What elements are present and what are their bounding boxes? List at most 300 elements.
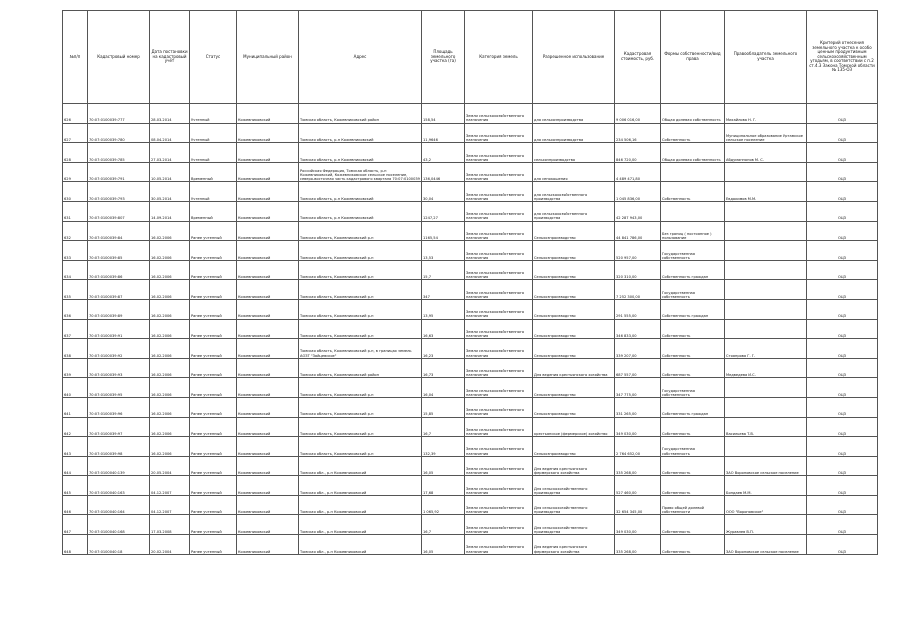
table-cell: Томская обл., р-н Кожевниковский bbox=[299, 476, 422, 496]
table-cell: Томская область, Кожевниковский р-н, в границах земель АОЗТ "Зайцевское" bbox=[299, 339, 422, 359]
table-cell: Собственность bbox=[661, 417, 725, 437]
table-cell: Томская область, Кожевниковский р-н bbox=[299, 280, 422, 300]
table-cell: Томская область, Кожевниковский р-н bbox=[299, 299, 422, 319]
table-cell: 633 bbox=[63, 241, 88, 261]
table-cell: 339 207,00 bbox=[615, 339, 661, 359]
table-cell: Учтенный bbox=[190, 104, 237, 124]
table-cell: для сельскохозяйственного производства bbox=[533, 201, 615, 221]
table-cell: 16,7 bbox=[422, 515, 465, 535]
table-cell: ЗАО Вороновское сельское поселение bbox=[725, 456, 807, 476]
table-cell: Ранее учтенный bbox=[190, 241, 237, 261]
table-cell: Ранее учтенный bbox=[190, 358, 237, 378]
table-cell: 1 065,92 bbox=[422, 495, 465, 515]
table-cell bbox=[661, 162, 725, 182]
table-cell: Кожевниковский bbox=[237, 241, 299, 261]
table-cell: Земли сельскохозяйственного назначения bbox=[465, 417, 533, 437]
table-cell: Медведева И.С. bbox=[725, 358, 807, 378]
table-cell: Абдуманнонов М. С. bbox=[725, 143, 807, 163]
table-cell: Собственность bbox=[661, 535, 725, 555]
table-cell: Собственность граждан bbox=[661, 260, 725, 280]
table-row bbox=[63, 515, 878, 535]
column-header: Кадастровая стоимость, руб. bbox=[615, 11, 661, 104]
table-cell: 16,63 bbox=[422, 319, 465, 339]
table-cell: Ранее учтенный bbox=[190, 535, 237, 555]
table-cell: ОЦЗ bbox=[807, 456, 878, 476]
column-header: Разрешенное использование bbox=[533, 11, 615, 104]
table-cell: 42 287 943,00 bbox=[615, 201, 661, 221]
table-cell: Кожевниковский bbox=[237, 378, 299, 398]
table-cell: ОЦЗ bbox=[807, 535, 878, 555]
table-cell: 16.02.2006 bbox=[150, 241, 190, 261]
table-cell: Кожевниковский bbox=[237, 319, 299, 339]
table-row bbox=[63, 339, 878, 359]
table-cell: Государственная собственность bbox=[661, 280, 725, 300]
table-row bbox=[63, 319, 878, 339]
table-cell: 627 bbox=[63, 123, 88, 143]
table-cell: 15,85 bbox=[422, 397, 465, 417]
table-cell: 16.02.2006 bbox=[150, 437, 190, 457]
table-cell: Для сельскохозяйственного производства bbox=[533, 476, 615, 496]
table-cell: Собственность bbox=[661, 182, 725, 202]
table-cell: 70:07:0100039:86 bbox=[88, 260, 150, 280]
table-cell: Ранее учтенный bbox=[190, 221, 237, 241]
table-cell: 15,7 bbox=[422, 260, 465, 280]
table-cell: 13,95 bbox=[422, 299, 465, 319]
table-cell: Земли сельскохозяйственного назначения bbox=[465, 319, 533, 339]
table-cell: Томская обл., р-н Кожевниковский bbox=[299, 535, 422, 555]
table-cell: Общая долевая собственность bbox=[661, 143, 725, 163]
table-cell: 70:07:0100039:91 bbox=[88, 319, 150, 339]
table-cell: Кожевниковский bbox=[237, 162, 299, 182]
table-cell: Собственность bbox=[661, 123, 725, 143]
table-cell: 16.02.2006 bbox=[150, 221, 190, 241]
table-cell: 7 252 300,00 bbox=[615, 280, 661, 300]
table-cell: Сельхозпроизводство bbox=[533, 280, 615, 300]
table-cell: 16.02.2006 bbox=[150, 378, 190, 398]
table-cell: 158,54 bbox=[422, 104, 465, 124]
table-cell: 13,53 bbox=[422, 241, 465, 261]
table-cell: Ранее учтенный bbox=[190, 299, 237, 319]
table-cell: Журавлев В.П. bbox=[725, 515, 807, 535]
table-cell: Собственность bbox=[661, 456, 725, 476]
table-cell: Ранее учтенный bbox=[190, 495, 237, 515]
table-cell: Собственность bbox=[661, 339, 725, 359]
table-cell: 70:07:0100039:87 bbox=[88, 280, 150, 300]
table-cell: ОЦЗ bbox=[807, 260, 878, 280]
table-cell: 14.09.2014 bbox=[150, 201, 190, 221]
table-cell: Кожевниковский bbox=[237, 123, 299, 143]
table-row bbox=[63, 358, 878, 378]
table-cell bbox=[661, 201, 725, 221]
table-row bbox=[63, 201, 878, 221]
column-header: Адрес bbox=[299, 11, 422, 104]
table-cell: 70:07:0100039:785 bbox=[88, 143, 150, 163]
column-header: Кадастровый номер bbox=[88, 11, 150, 104]
table-cell: для сельхозпроизводства bbox=[533, 123, 615, 143]
table-cell: ОЦЗ bbox=[807, 299, 878, 319]
table-cell: Земли сельскохозяйственного назначения bbox=[465, 104, 533, 124]
table-row bbox=[63, 162, 878, 182]
table-cell: Земли сельскохозяйственного назначения bbox=[465, 260, 533, 280]
table-cell: Кожевниковский bbox=[237, 535, 299, 555]
table-cell: Кожевниковский bbox=[237, 417, 299, 437]
table-cell bbox=[725, 241, 807, 261]
table-cell: 520 957,00 bbox=[615, 241, 661, 261]
table-cell: 2 764 652,00 bbox=[615, 437, 661, 457]
table-cell: Томская область, Кожевниковский р-н bbox=[299, 241, 422, 261]
table-cell: Ранее учтенный bbox=[190, 515, 237, 535]
table-cell: 08.04.2014 bbox=[150, 123, 190, 143]
table-cell: Кожевниковский bbox=[237, 515, 299, 535]
table-cell: Томская область, Кожевниковский р-н bbox=[299, 319, 422, 339]
table-cell: 643 bbox=[63, 437, 88, 457]
table-cell: Кожевниковский bbox=[237, 358, 299, 378]
column-header: Муниципальный район bbox=[237, 11, 299, 104]
table-cell: ОЦЗ bbox=[807, 319, 878, 339]
table-cell: ОЦЗ bbox=[807, 515, 878, 535]
table-cell: 70:07:0100039:92 bbox=[88, 339, 150, 359]
table-cell: 16,23 bbox=[422, 339, 465, 359]
table-cell: 70:07:0100039:791 bbox=[88, 162, 150, 182]
table-cell: 70:07:0100040:18 bbox=[88, 535, 150, 555]
table-cell: 16,05 bbox=[422, 456, 465, 476]
table-cell: Земли сельскохозяйственного назначения bbox=[465, 221, 533, 241]
table-cell: Михайлова Н. Г. bbox=[725, 104, 807, 124]
table-cell: Для сельскохозяйственного производства bbox=[533, 495, 615, 515]
table-cell: 30,04 bbox=[422, 182, 465, 202]
table-cell: 20.02.2004 bbox=[150, 535, 190, 555]
column-header: Статус bbox=[190, 11, 237, 104]
table-cell: 16.02.2006 bbox=[150, 319, 190, 339]
table-cell: 347 775,00 bbox=[615, 378, 661, 398]
table-cell: Сельхозпроизводство bbox=[533, 339, 615, 359]
table-cell: 16,05 bbox=[422, 535, 465, 555]
table-cell: ОЦЗ bbox=[807, 182, 878, 202]
table-cell: Земли сельскохозяйственного назначения bbox=[465, 241, 533, 261]
table-cell: Для ведения крестьянского фермерского хозяйства bbox=[533, 456, 615, 476]
table-cell: 234 506,16 bbox=[615, 123, 661, 143]
table-cell: Земли сельскохозяйственного назначения bbox=[465, 535, 533, 555]
table-cell: 9 006 016,00 bbox=[615, 104, 661, 124]
table-cell: Ранее учтенный bbox=[190, 339, 237, 359]
table-cell: 70:07:0100039:777 bbox=[88, 104, 150, 124]
table-cell: 16.02.2006 bbox=[150, 260, 190, 280]
table-cell: Бондаев М.М. bbox=[725, 476, 807, 496]
table-cell: ОЦЗ bbox=[807, 417, 878, 437]
table-cell: Кожевниковский bbox=[237, 143, 299, 163]
table-cell: 17,68 bbox=[422, 476, 465, 496]
table-cell: 626 bbox=[63, 104, 88, 124]
table-cell: 1247,27 bbox=[422, 201, 465, 221]
table-cell bbox=[725, 201, 807, 221]
table-cell: Ранее учтенный bbox=[190, 397, 237, 417]
table-row bbox=[63, 397, 878, 417]
table-cell: 70:07:0100039:84 bbox=[88, 221, 150, 241]
table-body bbox=[63, 104, 878, 555]
table-cell: 20.05.2004 bbox=[150, 456, 190, 476]
table-cell: 70:07:0100040:163 bbox=[88, 476, 150, 496]
table-cell: 846 720,00 bbox=[615, 143, 661, 163]
table-cell: Ранее учтенный bbox=[190, 476, 237, 496]
table-cell: Земли сельскохозяйственного назначения bbox=[465, 495, 533, 515]
table-row bbox=[63, 280, 878, 300]
table-cell: 70:07:0100039:93 bbox=[88, 358, 150, 378]
table-cell: 642 bbox=[63, 417, 88, 437]
table-row bbox=[63, 495, 878, 515]
table-cell: Учтенный bbox=[190, 182, 237, 202]
table-cell: Сельхозпроизводство bbox=[533, 221, 615, 241]
table-cell: 646 bbox=[63, 495, 88, 515]
table-cell: 70:07:0100039:95 bbox=[88, 378, 150, 398]
table-cell: ОЦЗ bbox=[807, 378, 878, 398]
table-cell: Земли сельскохозяйственного назначения bbox=[465, 437, 533, 457]
column-header: Формы собственности/вид права bbox=[661, 11, 725, 104]
table-cell: Томская область, Кожевниковский район bbox=[299, 104, 422, 124]
table-cell: Учтенный bbox=[190, 143, 237, 163]
table-cell: Томская область, Кожевниковский р-н bbox=[299, 417, 422, 437]
table-cell: 28.03.2014 bbox=[150, 104, 190, 124]
table-cell: 629 bbox=[63, 162, 88, 182]
table-cell: Земли сельскохозяйственного назначения bbox=[465, 280, 533, 300]
table-cell: Томская область, Кожевниковский р-н bbox=[299, 378, 422, 398]
table-cell: Временный bbox=[190, 201, 237, 221]
table-cell: Томская область, Кожевниковский р-н bbox=[299, 437, 422, 457]
table-row bbox=[63, 476, 878, 496]
table-cell: 648 bbox=[63, 535, 88, 555]
table-cell: для сельскохозяйственного производства bbox=[533, 182, 615, 202]
table-cell: 70:07:0100040:164 bbox=[88, 495, 150, 515]
table-cell: 16.02.2006 bbox=[150, 417, 190, 437]
table-cell: 641 bbox=[63, 397, 88, 417]
column-header: Дата постановки на кадастровый учёт bbox=[150, 11, 190, 104]
table-cell: 320 310,00 bbox=[615, 260, 661, 280]
table-cell: ОЦЗ bbox=[807, 339, 878, 359]
table-cell: ОЦЗ bbox=[807, 201, 878, 221]
table-cell: Ранее учтенный bbox=[190, 280, 237, 300]
column-header: №п/п bbox=[63, 11, 88, 104]
table-cell: 335 268,00 bbox=[615, 535, 661, 555]
table-cell bbox=[725, 221, 807, 241]
table-row bbox=[63, 456, 878, 476]
land-plot-register bbox=[62, 10, 875, 555]
table-cell: Томская обл., р-н Кожевниковский bbox=[299, 515, 422, 535]
table-cell: 640 bbox=[63, 378, 88, 398]
table-row bbox=[63, 182, 878, 202]
table-cell: Томская область, р-н Кожевниковский bbox=[299, 201, 422, 221]
table-cell bbox=[725, 299, 807, 319]
table-row bbox=[63, 241, 878, 261]
table-cell: Земли сельскохозяйственного назначения bbox=[465, 182, 533, 202]
table-cell: 349 030,00 bbox=[615, 417, 661, 437]
column-header: Правообладатель земельного участка bbox=[725, 11, 807, 104]
table-cell: Кожевниковский bbox=[237, 476, 299, 496]
table-cell: Сельхозпроизводство bbox=[533, 260, 615, 280]
table-cell: 16.02.2006 bbox=[150, 339, 190, 359]
table-cell: Томская обл., р-н Кожевниковский bbox=[299, 495, 422, 515]
table-cell: Ранее учтенный bbox=[190, 417, 237, 437]
table-cell: ООО "Вороновское" bbox=[725, 495, 807, 515]
table-cell: 70:07:0100039:780 bbox=[88, 123, 150, 143]
table-cell: 32 654 345,00 bbox=[615, 495, 661, 515]
table-cell: 645 bbox=[63, 476, 88, 496]
table-cell: ОЦЗ bbox=[807, 397, 878, 417]
table-cell: 335 268,00 bbox=[615, 456, 661, 476]
table-row bbox=[63, 378, 878, 398]
table-cell: Васильева Т.В. bbox=[725, 417, 807, 437]
table-cell: 630 bbox=[63, 182, 88, 202]
table-cell: Ранее учтенный bbox=[190, 319, 237, 339]
table-cell: 04.12.2007 bbox=[150, 476, 190, 496]
table-cell: Общая долевая собственность bbox=[661, 104, 725, 124]
table-row bbox=[63, 260, 878, 280]
table-cell: 347 bbox=[422, 280, 465, 300]
table-row bbox=[63, 417, 878, 437]
table-cell: Сельхозпроизводство bbox=[533, 437, 615, 457]
table-cell: 70:07:0100039:96 bbox=[88, 397, 150, 417]
table-cell: 70:07:0100039:793 bbox=[88, 182, 150, 202]
table-cell: Кожевниковский bbox=[237, 221, 299, 241]
table-cell: Кожевниковский bbox=[237, 456, 299, 476]
table-cell: Томская область, Кожевниковский р-н bbox=[299, 397, 422, 417]
table-cell: Муниципальное образование Уртамское сельское поселение bbox=[725, 123, 807, 143]
table-cell: Земли сельскохозяйственного назначения bbox=[465, 201, 533, 221]
table-cell bbox=[725, 260, 807, 280]
table-cell: Земли сельскохозяйственного назначения bbox=[465, 339, 533, 359]
table-cell: 10.05.2014 bbox=[150, 162, 190, 182]
table-cell: Земли сельскохозяйственного назначения bbox=[465, 162, 533, 182]
table-cell: 16.02.2006 bbox=[150, 299, 190, 319]
table-cell: Ранее учтенный bbox=[190, 437, 237, 457]
table-cell: 70:07:0100039:97 bbox=[88, 417, 150, 437]
table-cell: 346 833,00 bbox=[615, 319, 661, 339]
table-cell: Земли сельскохозяйственного назначения bbox=[465, 456, 533, 476]
table-cell: Сельхозпроизводство bbox=[533, 397, 615, 417]
table-cell: Кожевниковский bbox=[237, 495, 299, 515]
table-cell: ОЦЗ bbox=[807, 495, 878, 515]
table-cell: 637 bbox=[63, 319, 88, 339]
table-cell: 291 555,00 bbox=[615, 299, 661, 319]
table-cell: 16.02.2006 bbox=[150, 397, 190, 417]
table-cell bbox=[725, 280, 807, 300]
table-cell: Кожевниковский bbox=[237, 339, 299, 359]
table-cell: ОЦЗ bbox=[807, 221, 878, 241]
table-cell: Временный bbox=[190, 162, 237, 182]
table-row bbox=[63, 299, 878, 319]
table-cell: Для ведения крестьянского фермерского хозяйства bbox=[533, 535, 615, 555]
table-cell: Ранее учтенный bbox=[190, 456, 237, 476]
table-cell: 1165,54 bbox=[422, 221, 465, 241]
table-cell: 16.02.2006 bbox=[150, 280, 190, 300]
table-cell: 70:07:0100040:139 bbox=[88, 456, 150, 476]
table-cell: Собственность bbox=[661, 358, 725, 378]
table-cell: Земли сельскохозяйственного назначения bbox=[465, 123, 533, 143]
table-cell bbox=[725, 397, 807, 417]
table-cell: ОЦЗ bbox=[807, 280, 878, 300]
table-row bbox=[63, 437, 878, 457]
table-cell: сельхозпроизводство bbox=[533, 143, 615, 163]
table-cell: 636 bbox=[63, 299, 88, 319]
table-cell: Земли сельскохозяйственного назначения bbox=[465, 476, 533, 496]
table-cell: Ранее учтенный bbox=[190, 260, 237, 280]
table-cell: ОЦЗ bbox=[807, 476, 878, 496]
table-cell: Без границ ( постоянное ) пользование bbox=[661, 221, 725, 241]
table-cell: 04.12.2007 bbox=[150, 495, 190, 515]
table-cell: 30.05.2014 bbox=[150, 182, 190, 202]
table-cell: 1 045 836,00 bbox=[615, 182, 661, 202]
table-cell: 644 bbox=[63, 456, 88, 476]
table-cell: Земли сельскохозяйственного назначения bbox=[465, 299, 533, 319]
table-cell: для сенокошения bbox=[533, 162, 615, 182]
table-cell: 638 bbox=[63, 339, 88, 359]
table-cell: 634 bbox=[63, 260, 88, 280]
table-cell: Томская обл., р-н Кожевниковский bbox=[299, 456, 422, 476]
table-cell: 635 bbox=[63, 280, 88, 300]
table-cell: Сельхозпроизводство bbox=[533, 299, 615, 319]
table-cell: 16,04 bbox=[422, 378, 465, 398]
table-cell: 70:07:0100039:85 bbox=[88, 241, 150, 261]
table-cell: для сельхозпроизводства bbox=[533, 104, 615, 124]
table-cell: 16.02.2006 bbox=[150, 358, 190, 378]
table-cell: Кожевниковский bbox=[237, 437, 299, 457]
table-cell: Сельхозпроизводство bbox=[533, 319, 615, 339]
table-cell: 632 bbox=[63, 221, 88, 241]
table-cell: Сельхозпроизводство bbox=[533, 378, 615, 398]
table-cell: Собственность bbox=[661, 476, 725, 496]
table-cell bbox=[725, 319, 807, 339]
table-cell: ОЦЗ bbox=[807, 358, 878, 378]
table-cell: крестьянское (фермерское) хозяйство bbox=[533, 417, 615, 437]
table-cell: Стояпрова Г. Г. bbox=[725, 339, 807, 359]
table-cell: Томская область, Кожевниковский р-н bbox=[299, 221, 422, 241]
table-cell bbox=[725, 162, 807, 182]
table-cell bbox=[725, 378, 807, 398]
table-cell: 27.03.2014 bbox=[150, 143, 190, 163]
land-plot-table bbox=[62, 10, 878, 555]
table-cell: Томская область, р-н Кожевниковский bbox=[299, 123, 422, 143]
table-cell: 70:07:0100039:89 bbox=[88, 299, 150, 319]
column-header: Площадь земельного участка (га) bbox=[422, 11, 465, 104]
table-cell: ОЦЗ bbox=[807, 437, 878, 457]
table-cell: Евдокимов М.М. bbox=[725, 182, 807, 202]
table-cell: 44 841 786,00 bbox=[615, 221, 661, 241]
table-cell: Для ведения крестьянского хозяйства bbox=[533, 358, 615, 378]
table-cell: 639 bbox=[63, 358, 88, 378]
table-cell: Собственность граждан bbox=[661, 397, 725, 417]
table-cell: 43,2 bbox=[422, 143, 465, 163]
table-cell: Собственность bbox=[661, 515, 725, 535]
table-cell: Ранее учтенный bbox=[190, 378, 237, 398]
table-header bbox=[63, 11, 878, 104]
table-cell: Томская область, р-н Кожевниковский bbox=[299, 143, 422, 163]
table-cell: ОЦЗ bbox=[807, 143, 878, 163]
table-cell: 631 bbox=[63, 201, 88, 221]
table-cell: 136,0446 bbox=[422, 162, 465, 182]
table-cell: 16,73 bbox=[422, 358, 465, 378]
table-cell: 527 460,00 bbox=[615, 476, 661, 496]
table-cell: Кожевниковский bbox=[237, 260, 299, 280]
table-cell: 70:07:0100039:807 bbox=[88, 201, 150, 221]
table-cell: Сельхозпроизводство bbox=[533, 241, 615, 261]
table-cell: Для сельскохозяйственного производства bbox=[533, 515, 615, 535]
table-cell: 17.03.2008 bbox=[150, 515, 190, 535]
table-cell: Кожевниковский bbox=[237, 280, 299, 300]
table-cell: 70:07:0100040:168 bbox=[88, 515, 150, 535]
table-cell: Кожевниковский bbox=[237, 182, 299, 202]
table-cell: 70:07:0100039:98 bbox=[88, 437, 150, 457]
table-cell: Земли сельскохозяйственного назначения bbox=[465, 358, 533, 378]
table-cell: 647 bbox=[63, 515, 88, 535]
table-cell: Собственность bbox=[661, 319, 725, 339]
